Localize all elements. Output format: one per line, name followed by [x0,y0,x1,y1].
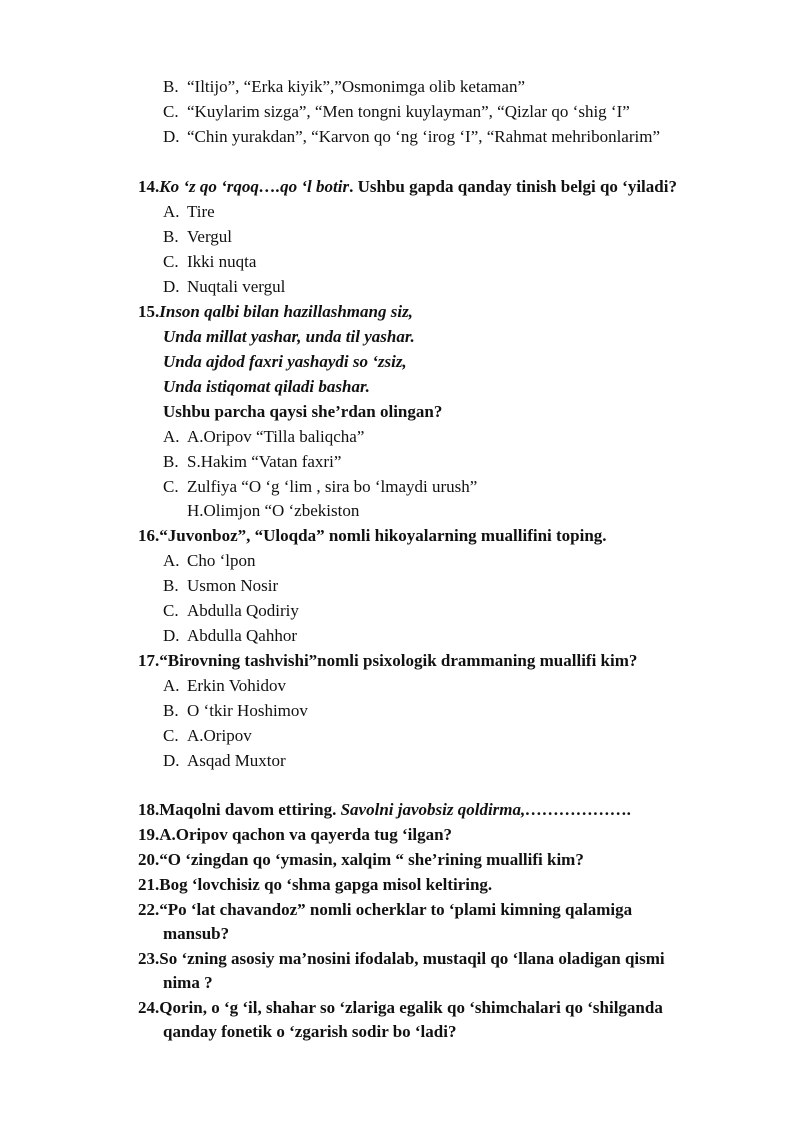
q23-question-line-2: nima ? [163,973,213,992]
q13-option-b: B. “Iltijo”, “Erka kiyik”,”Osmonimga olib ketaman” [163,77,525,96]
q15-poem-line-3: Unda ajdod faxri yashaydi so ‘zsiz, [163,352,407,371]
q14-option-d: D. Nuqtali vergul [163,277,286,296]
q15-option-b: B. S.Hakim “Vatan faxri” [163,452,342,471]
q17-option-b: B. O ‘tkir Hoshimov [163,701,308,720]
q15-number-line: 15.Inson qalbi bilan hazillashmang siz, [138,302,413,321]
q24-question: 24.Qorin, o ‘g ‘il, shahar so ‘zlariga egalik qo ‘shimchalari qo ‘shilganda [138,998,663,1017]
q15-option-c: C. Zulfiya “O ‘g ‘lim , sira bo ‘lmaydi urush” [163,477,478,496]
q15-option-extra: H.Olimjon “O ‘zbekiston [187,501,360,520]
q14-question: 14.Ko ‘z qo ‘rqoq….qo ‘l botir. Ushbu gapda qanday tinish belgi qo ‘yiladi? [138,177,677,196]
q23-question: 23.So ‘zning asosiy ma’nosini ifodalab, mustaqil qo ‘llana oladigan qismi [138,949,665,968]
q16-option-c: C. Abdulla Qodiriy [163,601,299,620]
q14-option-a: A. Tire [163,202,215,221]
q17-option-a: A. Erkin Vohidov [163,676,287,695]
q16-option-b: B. Usmon Nosir [163,576,279,595]
q14-option-c: C. Ikki nuqta [163,252,257,271]
q16-option-a: A. Cho ‘lpon [163,551,256,570]
q19-question: 19.A.Oripov qachon va qayerda tug ‘ilgan? [138,825,453,844]
q15-poem-line-2: Unda millat yashar, unda til yashar. [163,327,415,346]
q15-poem-line-4: Unda istiqomat qiladi bashar. [163,377,370,396]
q15-option-a: A. A.Oripov “Tilla baliqcha” [163,427,365,446]
q21-question: 21.Bog ‘lovchisiz qo ‘shma gapga misol keltiring. [138,875,493,894]
q17-option-d: D. Asqad Muxtor [163,751,286,770]
q24-question-line-2: qanday fonetik o ‘zgarish sodir bo ‘ladi? [163,1022,457,1041]
q16-option-d: D. Abdulla Qahhor [163,626,298,645]
q17-option-c: C. A.Oripov [163,726,252,745]
q18-question: 18.Maqolni davom ettiring. Savolni javobsiz qoldirma,………………. [138,800,632,819]
q22-question: 22.“Po ‘lat chavandoz” nomli ocherklar to ‘plami kimning qalamiga [138,900,633,919]
q16-question: 16.“Juvonboz”, “Uloqda” nomli hikoyalarning muallifini toping. [138,526,607,545]
q20-question: 20.“O ‘zingdan qo ‘ymasin, xalqim “ she’rining muallifi kim? [138,850,584,869]
q13-option-d: D. “Chin yurakdan”, “Karvon qo ‘ng ‘irog ‘I”, “Rahmat mehribonlarim” [163,127,661,146]
q22-question-line-2: mansub? [163,924,230,943]
q13-option-c: C. “Kuylarim sizga”, “Men tongni kuylayman”, “Qizlar qo ‘shig ‘I” [163,102,630,121]
q17-question: 17.“Birovning tashvishi”nomli psixologik drammaning muallifi kim? [138,651,638,670]
q14-option-b: B. Vergul [163,227,233,246]
q15-question: Ushbu parcha qaysi she’rdan olingan? [163,402,443,421]
